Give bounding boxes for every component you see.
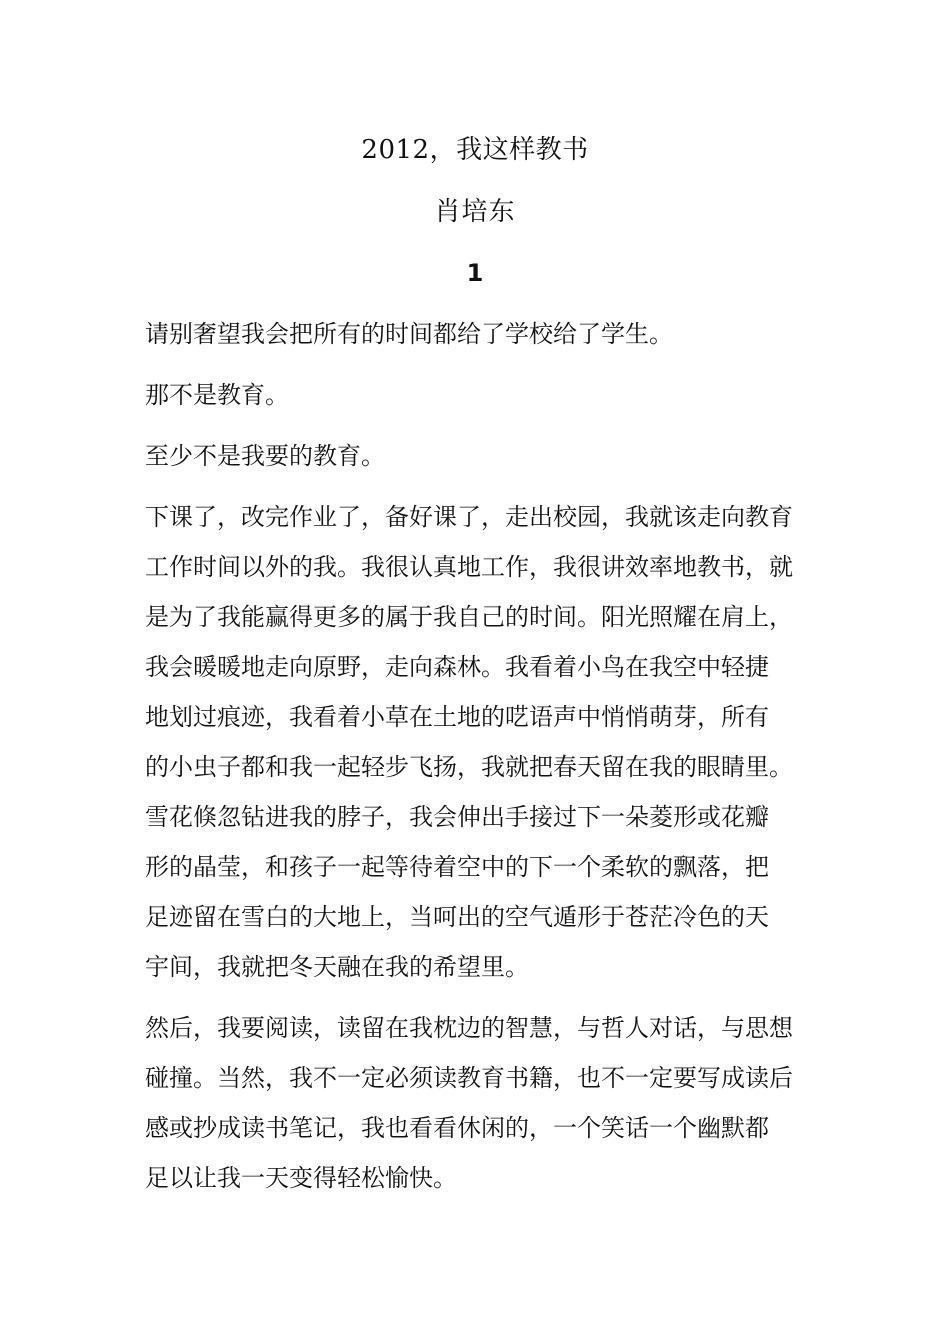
text-line: 足迹留在雪白的大地上，当呵出的空气遁形于苍茫冷色的天 [145, 903, 769, 931]
text-line: 足以让我一天变得轻松愉快。 [145, 1164, 457, 1192]
text-line: 那不是教育。 [145, 381, 289, 409]
section-number: 1 [466, 259, 484, 287]
author-name: 肖培东 [434, 197, 516, 227]
text-line: 工作时间以外的我。我很认真地工作，我很讲效率地教书，就 [145, 553, 793, 581]
paragraph [145, 1008, 825, 1208]
text-line: 我会暖暖地走向原野，走向森林。我看着小鸟在我空中轻捷 [145, 653, 769, 681]
paragraph [145, 497, 825, 997]
text-line: 地划过痕迹，我看着小草在土地的呓语声中悄悄萌芽，所有 [145, 703, 769, 731]
paragraph [145, 375, 825, 425]
text-line: 雪花倏忽钻进我的脖子，我会伸出手接过下一朵菱形或花瓣 [145, 803, 769, 831]
text-line: 是为了我能赢得更多的属于我自己的时间。阳光照耀在肩上， [145, 603, 793, 631]
text-line: 请别奢望我会把所有的时间都给了学校给了学生。 [145, 320, 673, 348]
text-line: 碰撞。当然，我不一定必须读教育书籍，也不一定要写成读后 [145, 1064, 793, 1092]
paragraph [145, 314, 825, 364]
paragraph [145, 436, 825, 486]
text-line: 至少不是我要的教育。 [145, 442, 385, 470]
document-title: 2012，我这样教书 [361, 135, 589, 165]
text-line: 感或抄成读书笔记，我也看看休闲的，一个笑话一个幽默都 [145, 1114, 769, 1142]
text-line: 形的晶莹，和孩子一起等待着空中的下一个柔软的飘落，把 [145, 853, 769, 881]
document-body [145, 314, 825, 1208]
text-line: 然后，我要阅读，读留在我枕边的智慧，与哲人对话，与思想 [145, 1014, 793, 1042]
text-line: 的小虫子都和我一起轻步飞扬，我就把春天留在我的眼睛里。 [145, 753, 793, 781]
text-line: 下课了，改完作业了，备好课了，走出校园，我就该走向教育 [145, 503, 793, 531]
text-line: 宇间，我就把冬天融在我的希望里。 [145, 953, 529, 981]
